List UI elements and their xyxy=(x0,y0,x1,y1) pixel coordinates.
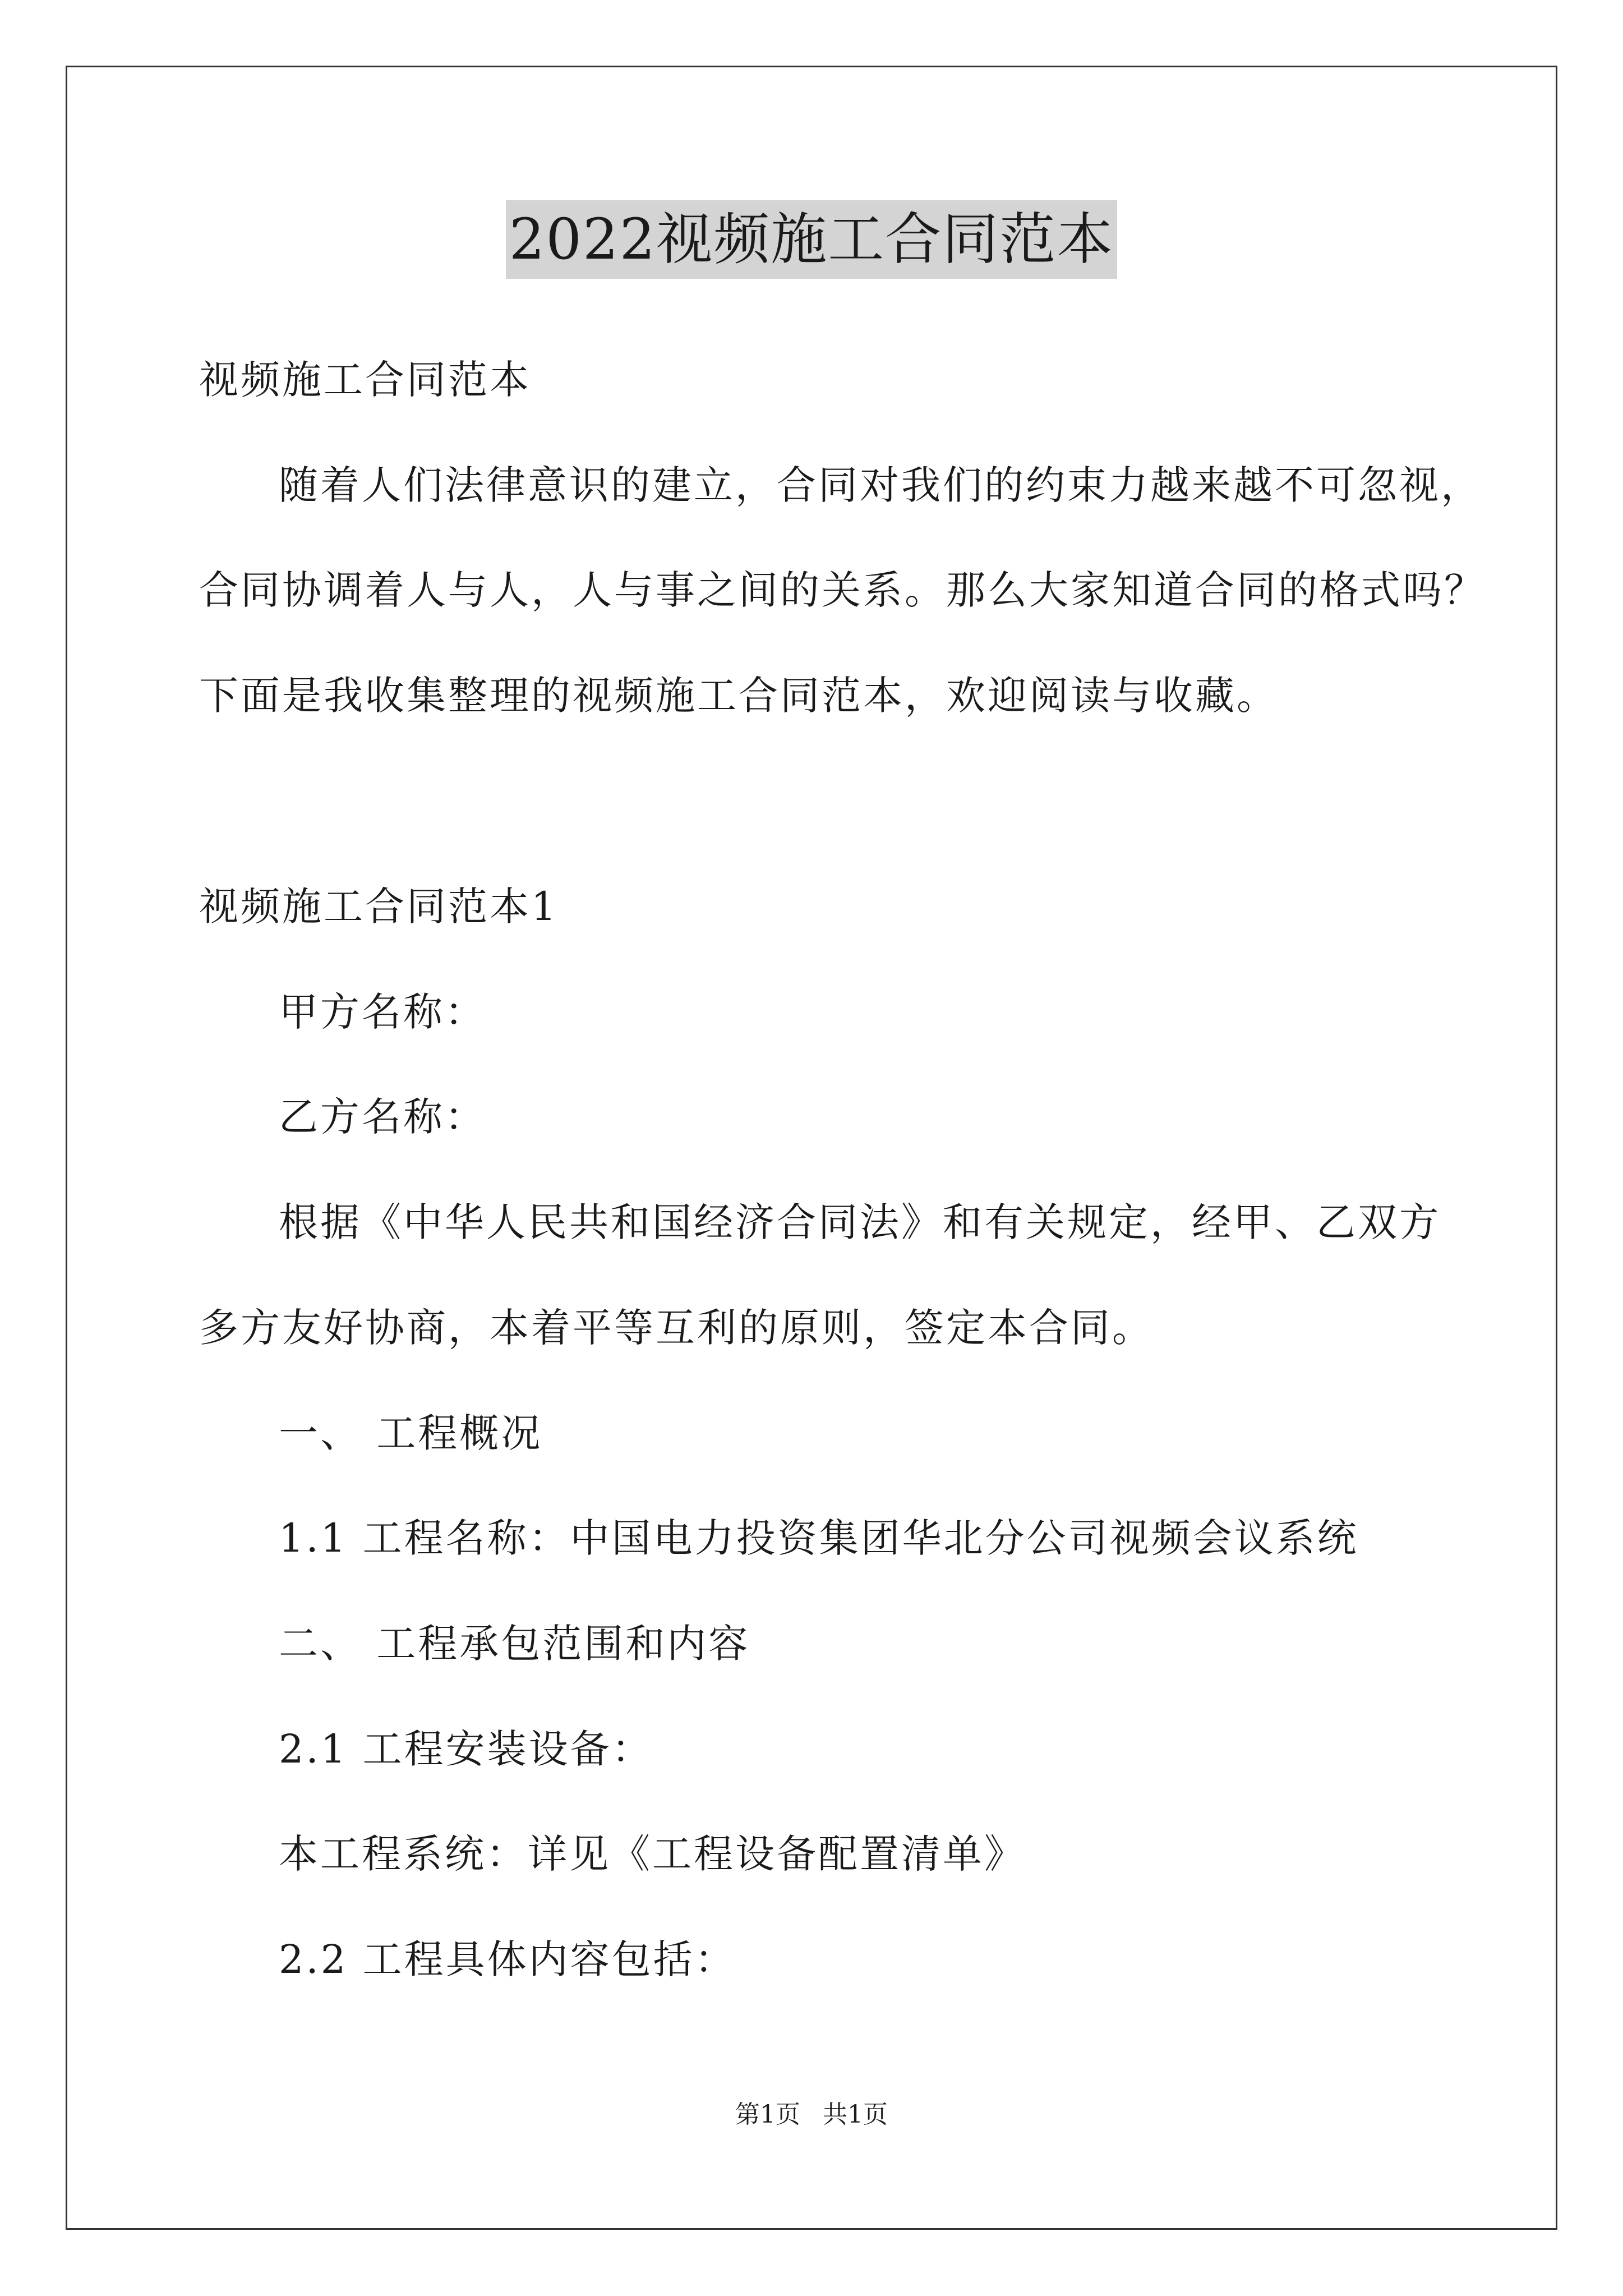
intro-paragraph-line: 合同协调着人与人，人与事之间的关系。那么大家知道合同的格式吗？ xyxy=(199,567,1486,613)
contract-basis-line: 根据《中华人民共和国经济合同法》和有关规定，经甲、乙双方 xyxy=(279,1199,1441,1245)
clause-heading: 二、 工程承包范围和内容 xyxy=(279,1621,750,1667)
section-heading: 视频施工合同范本1 xyxy=(199,884,559,930)
clause-item: 2.1 工程安装设备： xyxy=(279,1726,653,1772)
intro-heading: 视频施工合同范本 xyxy=(199,357,531,403)
intro-paragraph-line: 下面是我收集整理的视频施工合同范本，欢迎阅读与收藏。 xyxy=(199,673,1278,719)
page-number-current: 第1页 xyxy=(735,2100,800,2129)
page-footer xyxy=(0,2098,1623,2132)
contract-basis-line: 多方友好协商，本着平等互利的原则，签定本合同。 xyxy=(199,1305,1154,1351)
clause-item: 1.1 工程名称：中国电力投资集团华北分公司视频会议系统 xyxy=(279,1515,1359,1561)
document-title: 2022视频施工合同范本 xyxy=(506,200,1118,279)
title-container xyxy=(0,200,1623,279)
party-b-name: 乙方名称： xyxy=(279,1094,486,1140)
intro-paragraph-line: 随着人们法律意识的建立，合同对我们的约束力越来越不可忽视， xyxy=(279,462,1482,508)
clause-heading: 一、 工程概况 xyxy=(279,1410,543,1456)
page-number-total: 共1页 xyxy=(823,2100,888,2129)
clause-item: 2.2 工程具体内容包括： xyxy=(279,1936,736,1982)
clause-item: 本工程系统：详见《工程设备配置清单》 xyxy=(279,1831,1026,1877)
party-a-name: 甲方名称： xyxy=(279,989,486,1035)
